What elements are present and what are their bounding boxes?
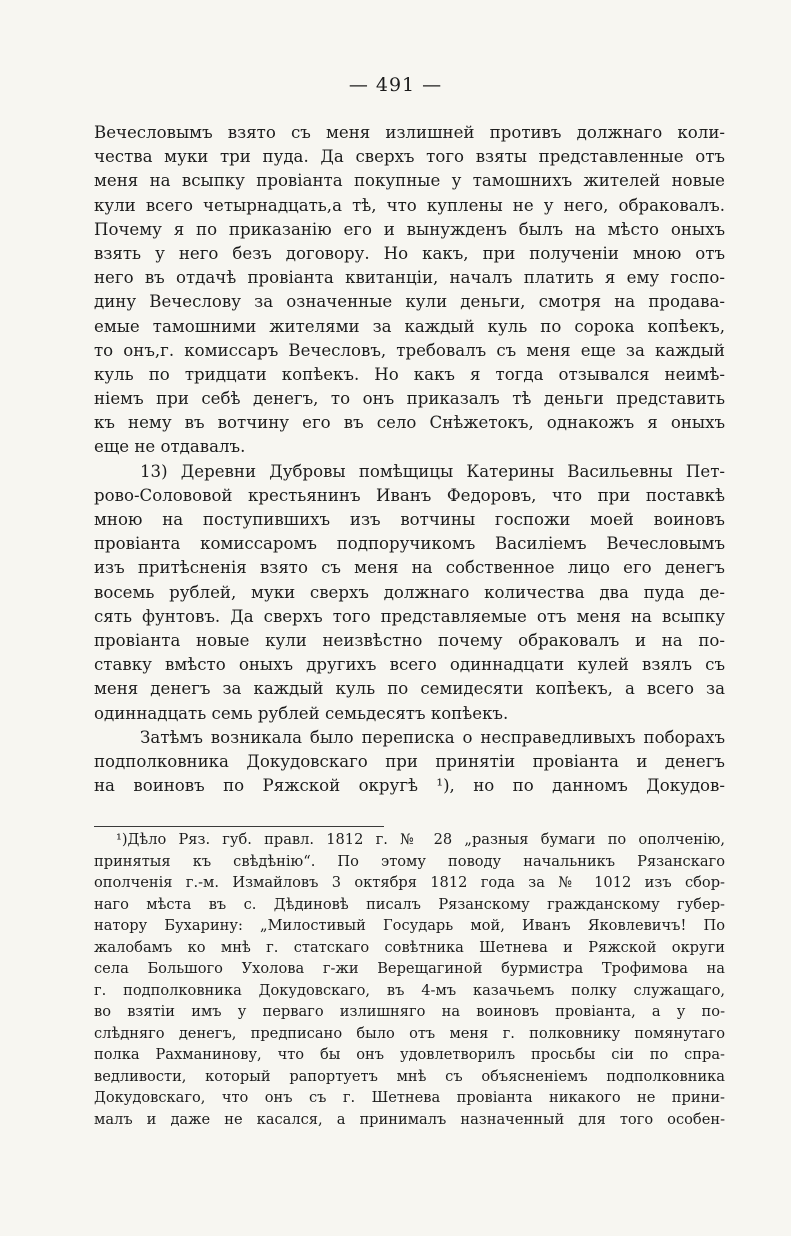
- body-line: 13) Деревни Дубровы помѣщицы Катерины Васильевны Пет-: [140, 461, 725, 481]
- body-line: на воиновъ по Ряжской округѣ ¹), но по данномъ Докудов-: [94, 776, 725, 796]
- body-line: емые тамошними жителями за каждый куль по сорока копѣекъ,: [94, 316, 725, 336]
- page-number: — 491 —: [348, 74, 443, 96]
- body-line: дину Вечеслову за означенные кули деньги, смотря на продава-: [94, 292, 725, 312]
- body-line: провіанта новые кули неизвѣстно почему обраковалъ и на по-: [94, 630, 725, 650]
- body-line: рово-Солововой крестьянинъ Иванъ Федоровъ, что при поставкѣ: [94, 485, 725, 505]
- footnote: [94, 829, 725, 1130]
- body-line: подполковника Докудовскаго при принятіи провіанта и денегъ: [94, 751, 725, 771]
- body-line: меня на всыпку провіанта покупные у тамошнихъ жителей новые: [94, 171, 725, 191]
- footnote-line: Докудовскаго, что онъ съ г. Шетнева провіанта никакого не прини-: [94, 1089, 725, 1106]
- body-line: чества муки три пуда. Да сверхъ того взяты представленные отъ: [94, 147, 725, 167]
- body-line: Вечесловымъ взято съ меня излишней противъ должнаго коли-: [94, 123, 725, 142]
- body-line: ставку вмѣсто оныхъ другихъ всего одиннадцати кулей взялъ съ: [94, 655, 725, 675]
- footnote-line: села Большого Ухолова г-жи Верещагиной бурмистра Трофимова на: [94, 960, 725, 977]
- body-line: провіанта комиссаромъ подпоручикомъ Василіемъ Вечесловымъ: [94, 534, 725, 554]
- footnote-line: принятыя къ свѣдѣнію“. По этому поводу начальникъ Рязанскаго: [94, 852, 725, 870]
- body-text: [94, 121, 725, 798]
- body-line: изъ притѣсненія взято съ меня на собственное лицо его денегъ: [94, 558, 725, 578]
- body-line: еще не отдавалъ.: [94, 437, 246, 457]
- footnote-line: ополченія г.-м. Измайловъ 3 октября 1812 года за № 1012 изъ сбор-: [94, 874, 725, 891]
- body-line: то онъ,г. комиссаръ Вечесловъ, требовалъ съ меня еще за каждый: [94, 340, 725, 360]
- body-line: одиннадцать семь рублей семьдесятъ копѣекъ.: [94, 703, 509, 723]
- footnote-line: полка Рахманинову, что бы онъ удовлетворилъ просьбы сіи по спра-: [94, 1046, 725, 1063]
- footnote-line: г. подполковника Докудовскаго, въ 4-мъ казачьемъ полку служащаго,: [94, 981, 725, 999]
- body-line: него въ отдачѣ провіанта квитанціи, началъ платить я ему госпо-: [94, 268, 725, 288]
- body-line: сять фунтовъ. Да сверхъ того представляемые отъ меня на всыпку: [94, 606, 725, 626]
- footnote-line: натору Бухарину: „Милостивый Государь мой, Иванъ Яковлевичъ! По: [94, 917, 725, 934]
- body-line: взять у него безъ договору. Но какъ, при полученіи мною отъ: [94, 243, 725, 263]
- footnote-line: ¹)Дѣло Ряз. губ. правл. 1812 г. № 28 „разныя бумаги по ополченію,: [116, 831, 725, 848]
- footnote-line: малъ и даже не касался, а принималъ назначенный для того особен-: [94, 1110, 725, 1128]
- body-line: Почему я по приказанію его и вынужденъ былъ на мѣсто оныхъ: [94, 219, 725, 239]
- body-line: куль по тридцати копѣекъ. Но какъ я тогда отзывался неимѣ-: [94, 364, 725, 384]
- footnote-line: во взятіи имъ у перваго излишняго на воиновъ провіанта, а у по-: [94, 1003, 725, 1020]
- body-line: мною на поступившихъ изъ вотчины госпожи моей воиновъ: [94, 510, 725, 529]
- body-line: Затѣмъ возникала было переписка о несправедливыхъ поборахъ: [140, 727, 725, 747]
- footnote-line: наго мѣста въ с. Дѣдиновѣ писалъ Рязанскому гражданскому губер-: [94, 895, 725, 913]
- footnote-line: слѣдняго денегъ, предписано было отъ меня г. полковнику помянутаго: [94, 1024, 725, 1042]
- body-line: меня денегъ за каждый куль по семидесяти копѣекъ, а всего за: [94, 679, 725, 699]
- body-line: восемь рублей, муки сверхъ должнаго количества два пуда де-: [94, 582, 725, 602]
- body-line: кули всего четырнадцать,а тѣ, что куплены не у него, обраковалъ.: [94, 195, 725, 215]
- footnote-line: жалобамъ ко мнѣ г. статскаго совѣтника Шетнева и Ряжской округи: [94, 938, 725, 956]
- body-line: ніемъ при себѣ денегъ, то онъ приказалъ тѣ деньги представить: [94, 389, 725, 409]
- footnote-divider: [94, 826, 384, 827]
- body-line: къ нему въ вотчину его въ село Снѣжетокъ, однакожъ я оныхъ: [94, 413, 725, 433]
- footnote-line: ведливости, который рапортуетъ мнѣ съ объясненіемъ подполковника: [94, 1067, 725, 1085]
